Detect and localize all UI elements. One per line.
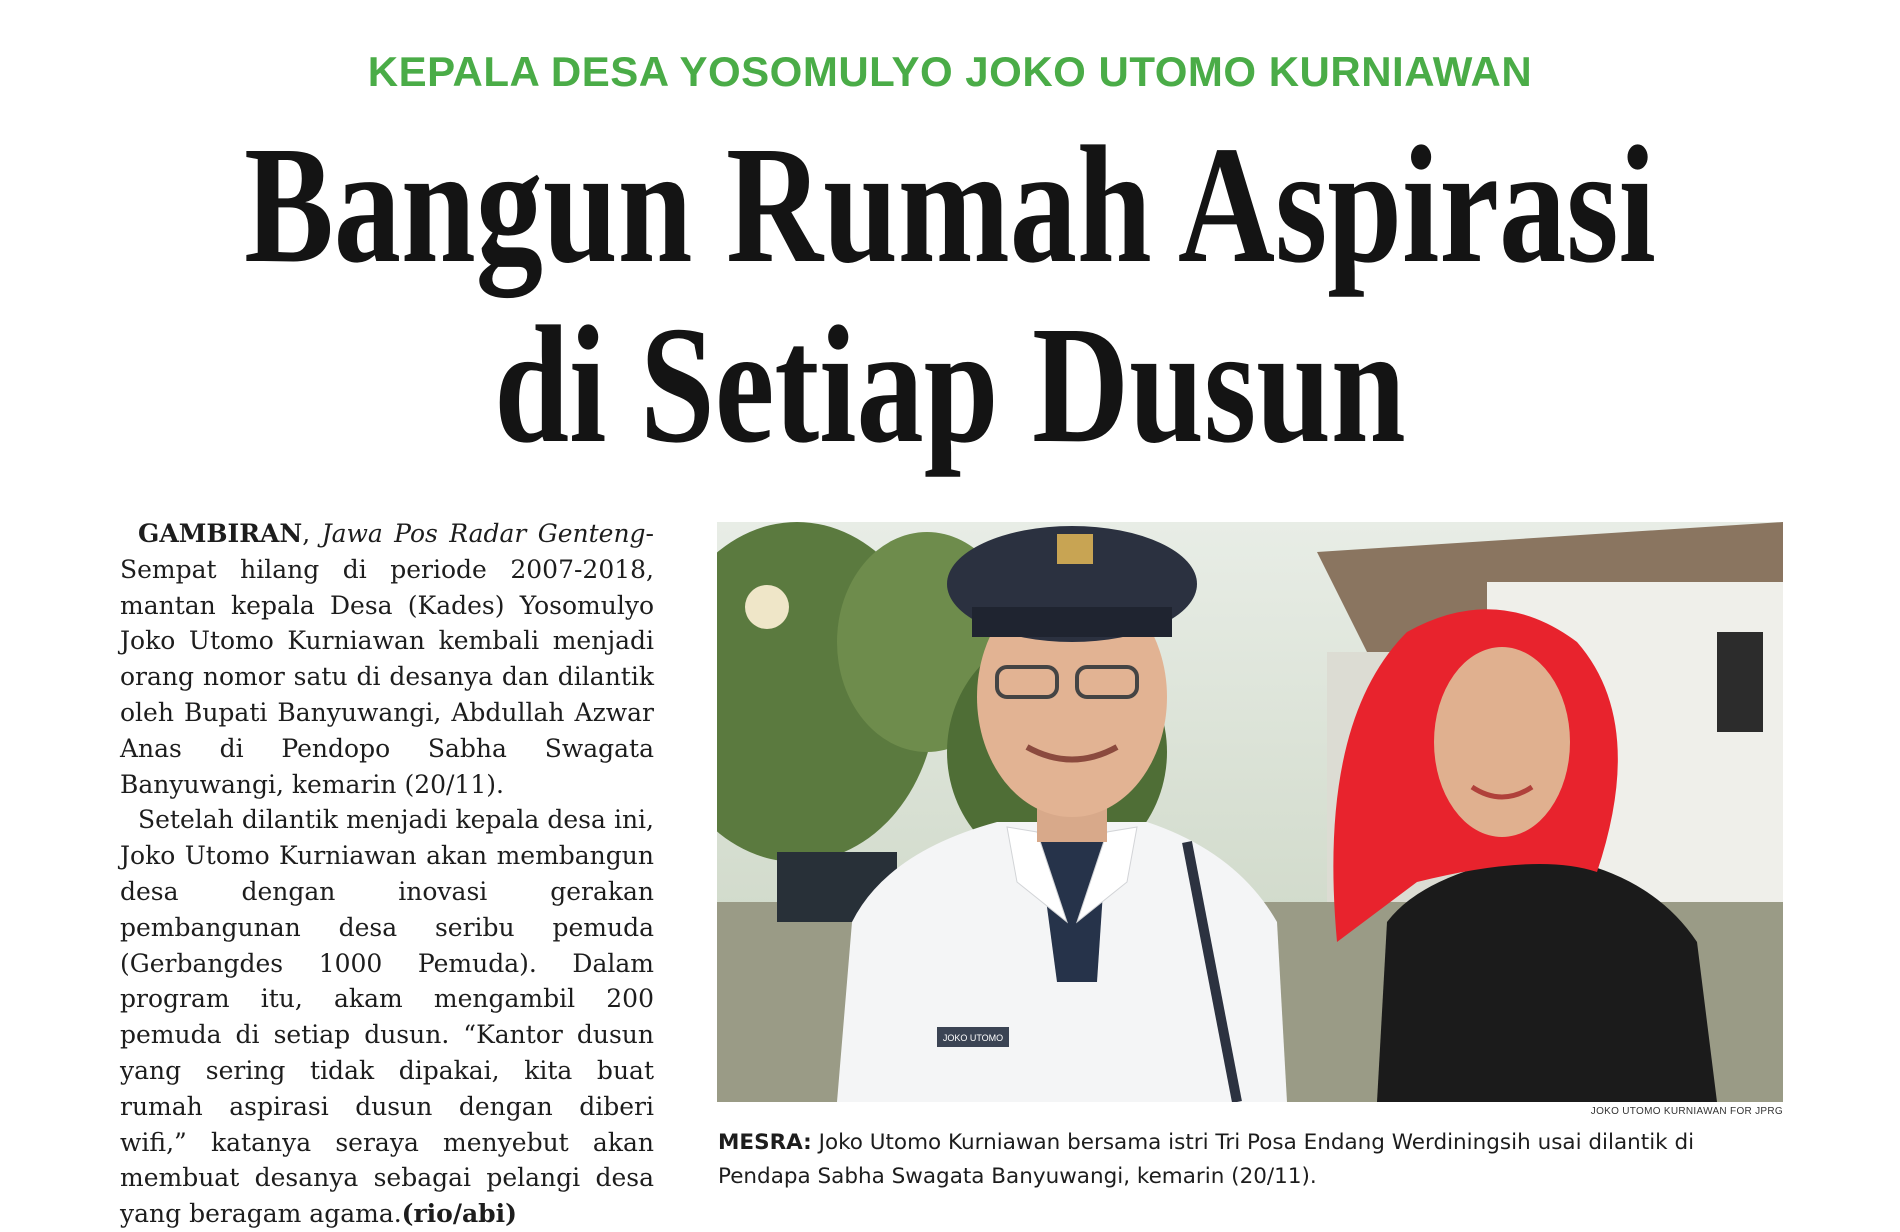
- headline-line-1: Bangun Rumah Aspirasi: [244, 112, 1656, 298]
- woman-face: [1434, 647, 1570, 837]
- nametag-text: JOKO UTOMO: [942, 1033, 1004, 1043]
- caption-text: Joko Utomo Kurniawan bersama istri Tri Posa Endang Werdiningsih usai dilantik di Pendapa Sabha Swagata Banyuwangi, kemarin (20/11).: [718, 1130, 1695, 1189]
- headline-line-2: di Setiap Dusun: [494, 292, 1406, 478]
- author-signoff: (rio/abi): [401, 1199, 517, 1229]
- photo-illustration: [717, 522, 1783, 1102]
- headline: [190, 112, 1710, 478]
- article-paragraph-2: [120, 802, 654, 1232]
- photo-credit: JOKO UTOMO KURNIAWAN FOR JPRG: [1590, 1106, 1783, 1117]
- hanging-lamp: [745, 585, 789, 629]
- paragraph-1-text: - Sempat hilang di periode 2007-2018, mantan kepala Desa (Kades) Yosomulyo Joko Utomo Kurniawan kembali menjadi orang nomor satu di desanya dan dilantik oleh Bupati Banyuwangi, Abdullah Azwar Anas di Pendopo Sabha Swagata Banyuwangi, kemarin (20/11).: [120, 519, 654, 799]
- cap-badge: [1057, 534, 1093, 564]
- photo-caption: [718, 1126, 1784, 1194]
- caption-label: MESRA:: [718, 1130, 812, 1155]
- man-cap-band: [972, 607, 1172, 637]
- article-paragraph-1: [120, 516, 654, 802]
- news-photo: [717, 522, 1783, 1102]
- dateline-separator: ,: [302, 519, 311, 548]
- building-window: [1717, 632, 1763, 732]
- article-body: [120, 516, 654, 1232]
- source-name: Jawa Pos Radar Genteng: [321, 519, 646, 548]
- dateline: GAMBIRAN: [138, 519, 303, 548]
- paragraph-2-text: Setelah dilantik menjadi kepala desa ini, Joko Utomo Kurniawan akan membangun desa dengan inovasi gerakan pembangunan desa seribu pemuda (Gerbangdes 1000 Pemuda). Dalam program itu, akam mengambil 200 pemuda di setiap dusun. “Kantor dusun yang sering tidak dipakai, kita buat rumah aspirasi dusun dengan diberi wifi,” katanya seraya menyebut akan membuat desanya sebagai pelangi desa yang beragam agama.: [120, 805, 654, 1229]
- kicker: KEPALA DESA YOSOMULYO JOKO UTOMO KURNIAWAN: [367, 48, 1533, 95]
